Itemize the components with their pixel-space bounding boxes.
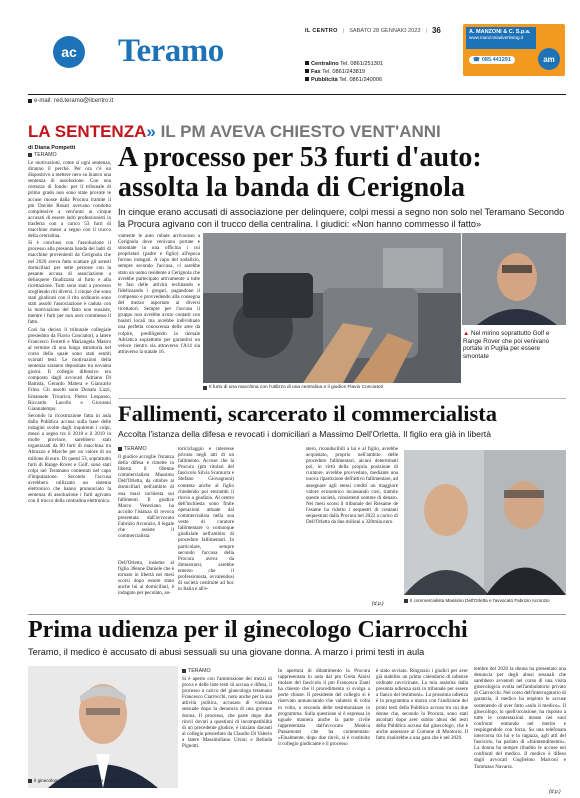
square-bullet-icon (404, 599, 408, 603)
commercialista-photo (404, 450, 566, 595)
article2-photo-caption: Il commercialista Massimo Dell'Orletta e l'avvocato Fabrizio Acronzio (404, 598, 566, 604)
ginecologo-photo (28, 666, 178, 788)
car-theft-photo (203, 233, 461, 383)
contact-row: Fax Tel. 0861/243819 (305, 68, 383, 76)
page-number: 36 (431, 26, 441, 35)
article3-photo-caption: Il ginecologo teramano Francesco Ciarrocchi (28, 778, 178, 784)
ginecologo-portrait (28, 666, 178, 788)
article2-col3: toriciclaggio e interesse privato negli atti di un fallimento. Accuse che la Procura (pm titolari del fascicolo Silvia Scamurra e Stefano Giovagnoni) contesta anche al figlio chiedendo poi entrambi il rinvio a giudizio. Al centro dell'inchiesta sono finite operazioni attuate dal commercialista nella sua veste di curatore fallimentare o comunque giudiziale nell'ambito di procedure fallimentari. In particolare, sempre secondo l'accusa della Procura aveva da dimostrarsi, sarebbe emerso che il professionista, avvalendosi di società costituite ad hoc in Italia e all'e- (178, 446, 234, 593)
edition-date: SABATO 28 GENNAIO 2023 (349, 27, 421, 34)
square-bullet-icon (305, 69, 309, 73)
article3-col2: Si è aperto con l'ammissione dei mezzi di prova e delle liste testi di accusa e difesa, il processo a carico del ginecologo teramano Francesco Ciarrocchi, noto anche per la sua attività politica, accusato di violenza sessuale dopo la denuncia di una giovane donna. Il processo, che parte dopo due rinvii dovuti a questioni di incompatibilità di un precedente giudice, è iniziato davanti al collegio presieduto da Claudio Di Valerio a latere Massimiliano Ursini e Belinda Pignotti. (182, 676, 272, 750)
judge-photo (462, 233, 566, 325)
article1-middle-column: vamente le auto rubate arrivavano a Cerignola dove venivano portate e smontate in una officina i cui proprietari (padre e figlio) all'epoca furono indagati. A capo del sodalizio, sempre secondo l'accusa, ci sarebbe stato un uomo residente a Cerignola che avrebbe partecipato attivamente a tutte le fasi delle attività reclutando e fidelizzando i gregari, pagandone il compenso e provvedendo alla consegna del mezzo asportato ai diversi ricettatori. Sempre per l'accusa il gruppo non avrebbe avuto contatti con basisti locali ma avrebbe individuato una perfetta conoscenza delle aree da colpire, prediligendo la dorsale Adriatica soprattutto per garantirsi un veloce rientro sia attraverso l'A14 sia attraverso la statale 16. (118, 233, 200, 355)
judge-portrait (462, 233, 566, 325)
article3-col5: tembre del 2020 la donna ha presentato una denuncia per degli abusi sessuali che sarebbero avvenuti nel corso di una visita ginecologica svolta nell'ambulatorio privato di Ciarrocchi. Nel corso dell'interrogatorio di garanzia, il medico ha respinto le accuse sostenendo di aver fatto «solo il medico». Il ginecologo, in quell'occasione, ha risposto a tutte le contestazioni mosse nei suoi confronti entrando nel merito e respingendole con forza. Su una telefonata intercorsa tra lui e la ragazza, agli atti del fascicolo, ha parlato di «fraintendimento». La donna ha sempre ribadito le accuse nei confronti del medico. Il medico è difeso dagli avvocati Guglielmo Marconi e Tommaso Navarra. (474, 666, 566, 770)
edition-line: IL CENTRO | SABATO 28 GENNAIO 2023 | 36 (305, 26, 441, 35)
square-bullet-icon (28, 99, 32, 103)
article2-col1: Il giudice accoglie l'istanza della difesa e rimette in libertà il 60enne commercialista Massimo Dell'Orletta, da ottobre ai domiciliari nell'ambito di una maxi inchiesta sui fallimenti. Il giudice Marco Veneziano ha accolto l'istanza di revoca presentata dall'avvocato Fabrizio Acronzio, il legale che assiste il commercialista. (118, 454, 174, 540)
advertiser-box (463, 24, 565, 76)
article2-col5: stero, riconducibili a lui e al figlio, avrebbe acquistato, proprio nell'ambito delle procedure fallimentari, alcuni determinati poi, in virtù della propria posizione di curatore, avrebbe provveduto, mediante una nuova ripartizione dell'attivo fallimentare, ad assegnare agli stessi crediti un maggiore valore economico incassando così, tramite queste società, consistenti somme di denaro. Nei mesi scorsi il tribunale del Riesame de l'esame ha ridotto i sequestri di contanti sequestrati dalla Procura nel 2022 a carico di Dell'Orletta da due milioni a 328mila euro. (306, 446, 398, 526)
advertiser-banner: A. MANZONI & C. S.p.a. www.manzoniadvertising.it (466, 27, 536, 49)
square-bullet-icon (28, 153, 32, 157)
email-link[interactable]: red.teramo@ilcentro.it (54, 98, 114, 104)
square-bullet-icon (118, 447, 122, 451)
advertiser-logo: am (538, 48, 560, 70)
article3-section: TERAMO (182, 668, 211, 674)
square-bullet-icon (182, 669, 186, 673)
article1-section: TERAMO (28, 152, 57, 158)
article1-photo-caption: Il furto di una macchina con l'utilizzo di una centralina e il giudice Flavio Conciatori (203, 385, 461, 391)
car-theft-illustration (203, 233, 461, 383)
article3-col3: In apertura di dibattimento la Procura rappresentata in aula dal pm Greta Aloisi titolare del fascicolo il pm Francesca Zanti ha chiesto che il procedimento si svolga a porte chiuse. Il presidente del collegio si è riservato annunciando che valuterà di volta in volta, a seconda delle testimonianze in programma. Sulla questione si è espressa in uguale maniera anche la parte civile rappresentata dall'avvocato Monica Passamonti che ha commentato: «Finalmente, dopo due rinvii, si è costituito il collegio giudicante e il processo (278, 668, 370, 748)
article2-signature: (d.p.) (372, 601, 384, 607)
section-title: Teramo (118, 33, 224, 69)
masthead-divider (28, 94, 566, 95)
kicker: LA SENTENZA» IL PM AVEVA CHIESTO VENT'ANNI (28, 122, 441, 141)
article1-left-column: Le motivazioni, come si ogni sentenza, diranno il perché. Per ora c'è un dispositivo a mettere nero su bianco una sentenza di assoluzione. Con una certezza di fondo: per il tribunale di primo grado non sono state provate le accuse mosse dalla Procura tramite il pm Davide Rosati avevano condotto complessive a vent'anni ai cinque accusati di essere ladri professionisti in trasferta con a carico 53 furti di macchine messi a segno con il trucco della centralina. Si è concluso con l'assoluzione il processo alla presunta banda dei ladri di macchine provenienti da Cerignola che nel 2020 aveva fatto scattare gli arresti domiciliari per sette persone con la pesante accusa di associazione a delinquere finalizzata al furto e alla ricettazione. Tutti sono stati a processo scegliendo riti diversi. I cinque che sono stati giudicati con il rito ordinario sono stati assolti l'associazione è caduta con la motivazione del fatto non sussiste, mentre i furti per non aver commesso il fatto. Così ha deciso il tribunale collegiale presieduto da Flavio Conciatori, a latere Francesco Ferretti e Mariangela Mastro al termine di una lunga istruttoria nel corso della quale sono stati sentiti svariati testi. Le motivazioni della sentenza saranno depositate tra novanta giorni. Il collegio difensivo era composto dagli avvocati Adriano Di Battista, Gerardo Matera e Giancarlo Frino. Gli assolti sono Donato Lizzi, Emanuele Tricarico, Pietro Losposso, Riccardo Lacollo e Giovanni Giannatempo. Secondo la ricostruzione fatta in aula dalla Pubblica accusa sulla base delle indagini svolte dagli inquirenti i colpi, messi a segno tra il 2018 e il 2019 in molte province, sarebbero stati organizzati da 80 furti di macchina tra Abruzzo e Marche per un valore di un milione di euro. Di questi 53, soprattutto furti di Range Rover e Golf, sono stati colpi nel Teramano contestati nel capo d'imputazione. Secondo l'accusa avrebbero utilizzato un sistema elettronico che hanno pronunciato la sentenza di assoluzione i furti agivano con il trucco della centralina elettronica. (28, 160, 111, 505)
article3-subhead: Teramo, il medico è accusato di abusi sessuali su una giovane donna. A marzo i primi testi in aula (28, 647, 425, 657)
article2-col2: Dell'Orletta, insieme al figlio 38enne Daniele che è tornato in libertà nei mesi scorsi dopo essere stato anche lui ai domiciliari, è indagato per peculato, au- (118, 560, 174, 597)
article1-subhead: In cinque erano accusati di associazione per delinquere, colpi messi a segno non solo nel Teramano Secondo la Procura agivano con il trucco della centralina. I giudici: «Non hanno commesso il fatto» (118, 207, 565, 229)
caret-icon: ▲ (463, 330, 470, 337)
article-divider (28, 614, 566, 615)
email-line: e-mail: red.teramo@ilcentro.it (28, 98, 113, 104)
article2-section: TERAMO (118, 446, 147, 452)
contacts-box (305, 60, 383, 84)
article2-subhead: Accolta l'istanza della difesa e revocati i domiciliari a Massimo Dell'Orletta. Il figlio era già in libertà (118, 429, 491, 439)
article3-headline: Prima udienza per il ginecologo Ciarrocchi (28, 617, 468, 643)
article3-signature: (d.p.) (549, 789, 561, 795)
article3-col4: è stato avviato. Ringrazio i giudici per aver già stabilito un primo calendario di udienze ordinate ravvicinate. La mia assistita dalla presunta udienza sarà in tribunale per essere a fianco dei testimoni». La prossima udienza è in programma a marzo con l'audizione dei primi testi della Pubblica accusa tra cui due donne che, secondo la Procura, sono stati ascoltati dopo aver subito abusi dei testi della Pubblica accusa dal ginecologo, che è anche assessore al Comune di Montorio. Il fatto risalirebbe a una gara che è nel 2020. (376, 668, 468, 742)
phone-icon: ☎ (473, 57, 480, 63)
newspaper-logo: ac (53, 36, 85, 68)
article1-side-caption: ▲ Nel mirino soprattutto Golf e Range Rover che poi venivano portate in Puglia per essere smontate (463, 330, 550, 360)
article2-headline: Fallimenti, scarcerato il commercialista (118, 401, 498, 426)
article-divider (118, 398, 566, 399)
paper-name: IL CENTRO (305, 27, 338, 34)
square-bullet-icon (203, 386, 207, 390)
article1-byline: di Diana Pompetti (28, 145, 76, 151)
commercialista-portrait (404, 450, 566, 595)
contact-row: Centralino Tel. 0861/251301 (305, 60, 383, 68)
square-bullet-icon (305, 61, 309, 65)
square-bullet-icon (305, 77, 309, 81)
article1-headline: A processo per 53 furti d'auto: assolta la banda di Cerignola (118, 142, 482, 203)
contact-row: Pubblicità Tel. 0861/240006 (305, 76, 383, 84)
square-bullet-icon (28, 779, 32, 783)
advertiser-phone: ☎ 085.441291 (469, 56, 515, 64)
